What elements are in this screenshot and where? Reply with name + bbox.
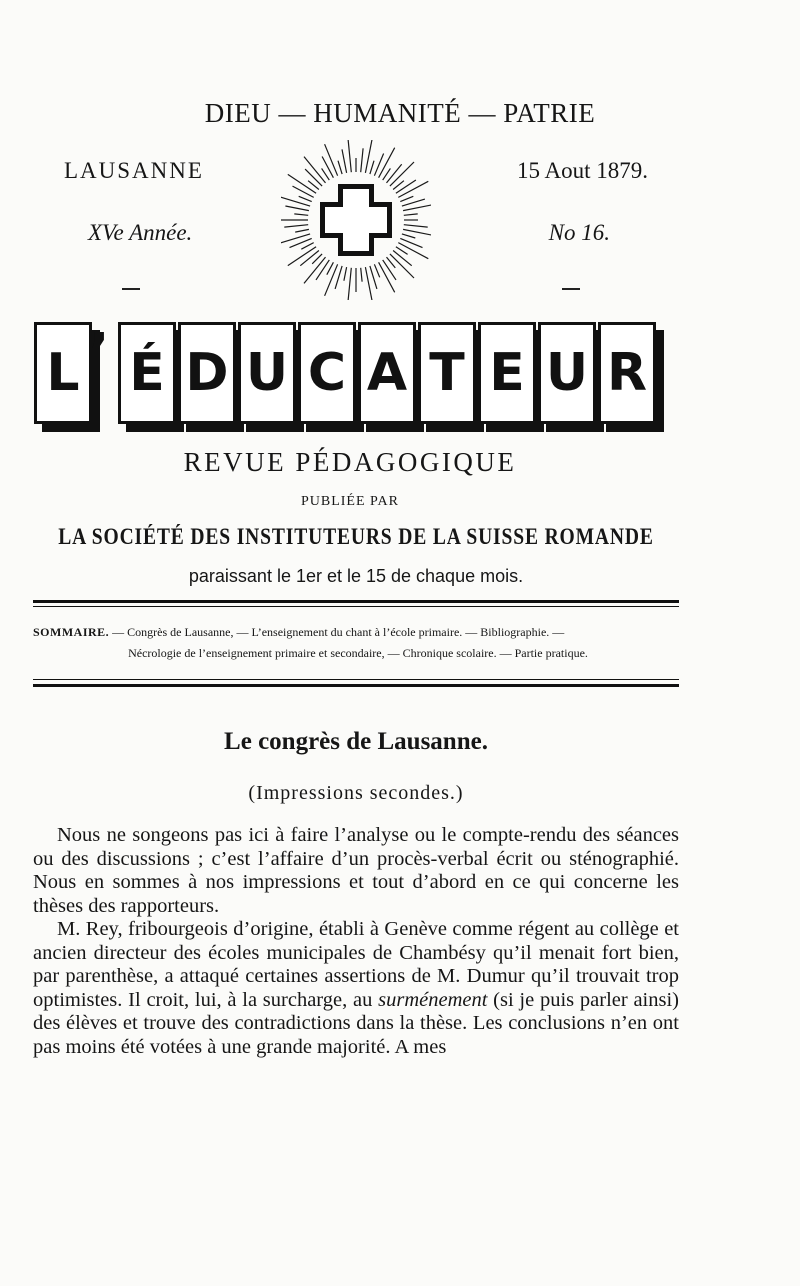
paragraph: Nous ne songeons pas ici à faire l’analyse ou le compte-rendu des séances ou des discussions ; c’est l’affaire d’un procès-verbal écrit ou sténographié. Nous en sommes à nos impressions et tout d’abord en ce qui concerne les thèses des rapporteurs.: [33, 824, 679, 917]
masthead-letter: U: [238, 322, 296, 424]
issue-date: 15 Aout 1879.: [517, 158, 648, 183]
paragraph: M. Rey, fribourgeois d’origine, établi à Genève comme régent au collège et ancien directeur des écoles municipales de Chambésy qu’il menait fort bien, par parenthèse, a attaqué certaines assertions de M. Dumur qu’il trouvait trop optimistes. Il croit, lui, à la surcharge, au surménement (si je puis parler ainsi) des élèves et trouve des contradictions dans la thèse. Les conclusions n’en ont pas moins été votées à une grande majorité. A mes: [33, 918, 680, 1058]
sommaire-line: Nécrologie de l’enseignement primaire et secondaire, — Chronique scolaire. — Partie pratique.: [128, 646, 588, 660]
society-name: LA SOCIÉTÉ DES INSTITUTEURS DE LA SUISSE ROMANDE: [58, 524, 654, 549]
masthead-letter: R: [598, 322, 656, 424]
rule: [33, 600, 679, 603]
rule: [33, 679, 679, 680]
article-body: [33, 824, 679, 1059]
masthead-letter: É: [118, 322, 176, 424]
emphasis: surménement: [378, 988, 488, 1011]
sommaire-label: SOMMAIRE.: [33, 625, 110, 639]
frequency-line: paraissant le 1er et le 15 de chaque mois.: [188, 566, 524, 586]
volume-year: XVe Année.: [88, 220, 193, 245]
sommaire-line: — Congrès de Lausanne, — L’enseignement du chant à l’école primaire. — Bibliographie. —: [112, 625, 565, 639]
masthead-letter: T: [418, 322, 476, 424]
motto: DIEU — HUMANITÉ — PATRIE: [204, 98, 596, 128]
masthead-letter: D: [178, 322, 236, 424]
divider-dash: [122, 288, 140, 290]
rule: [33, 606, 679, 607]
masthead-letter: ’: [88, 322, 110, 387]
published-by: PUBLIÉE PAR: [300, 494, 399, 509]
table-of-contents: [33, 622, 683, 664]
issue-number: No 16.: [548, 220, 610, 245]
masthead-letter: C: [298, 322, 356, 424]
masthead-title: [30, 322, 690, 432]
masthead-letter: A: [358, 322, 416, 424]
article-subtitle: (Impressions secondes.): [248, 782, 464, 804]
city-label: LAUSANNE: [64, 158, 204, 183]
journal-subtitle: REVUE PÉDAGOGIQUE: [183, 447, 517, 477]
divider-dash: [562, 288, 580, 290]
swiss-cross-icon: [281, 140, 431, 300]
masthead-letter: E: [478, 322, 536, 424]
rule: [33, 684, 679, 687]
article-title: Le congrès de Lausanne.: [224, 728, 488, 755]
masthead-letter: L: [34, 322, 92, 424]
masthead-letter: U: [538, 322, 596, 424]
